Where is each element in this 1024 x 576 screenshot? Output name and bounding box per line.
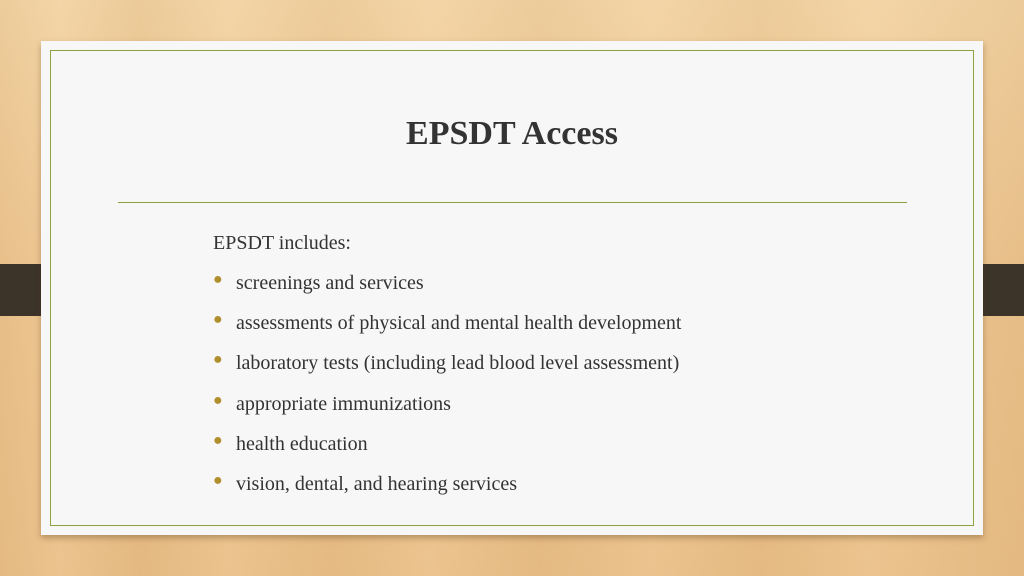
slide-card	[41, 41, 983, 535]
list-item	[213, 271, 681, 311]
list-item	[213, 311, 681, 351]
list-item	[213, 432, 681, 472]
list-item-text: health education	[236, 432, 368, 455]
bullet-dot-icon: ●	[213, 471, 223, 489]
bullet-dot-icon: ●	[213, 311, 223, 329]
list-item-text: appropriate immunizations	[236, 392, 451, 415]
intro-text: EPSDT includes:	[213, 232, 351, 254]
bullet-dot-icon: ●	[213, 271, 223, 288]
slide-title: EPSDT Access	[406, 115, 618, 152]
bullet-dot-icon: ●	[213, 351, 223, 369]
list-item	[213, 351, 681, 391]
list-item-text: laboratory tests (including lead blood level assessment)	[236, 352, 680, 375]
bullet-dot-icon: ●	[213, 391, 223, 409]
list-item-text: vision, dental, and hearing services	[236, 472, 518, 495]
bullet-dot-icon: ●	[213, 431, 223, 449]
title-divider	[118, 202, 907, 203]
list-item	[213, 472, 681, 512]
list-item-text: assessments of physical and mental health development	[236, 312, 682, 335]
list-item	[213, 392, 681, 432]
bullet-list	[213, 271, 681, 512]
list-item-text: screenings and services	[236, 272, 424, 294]
